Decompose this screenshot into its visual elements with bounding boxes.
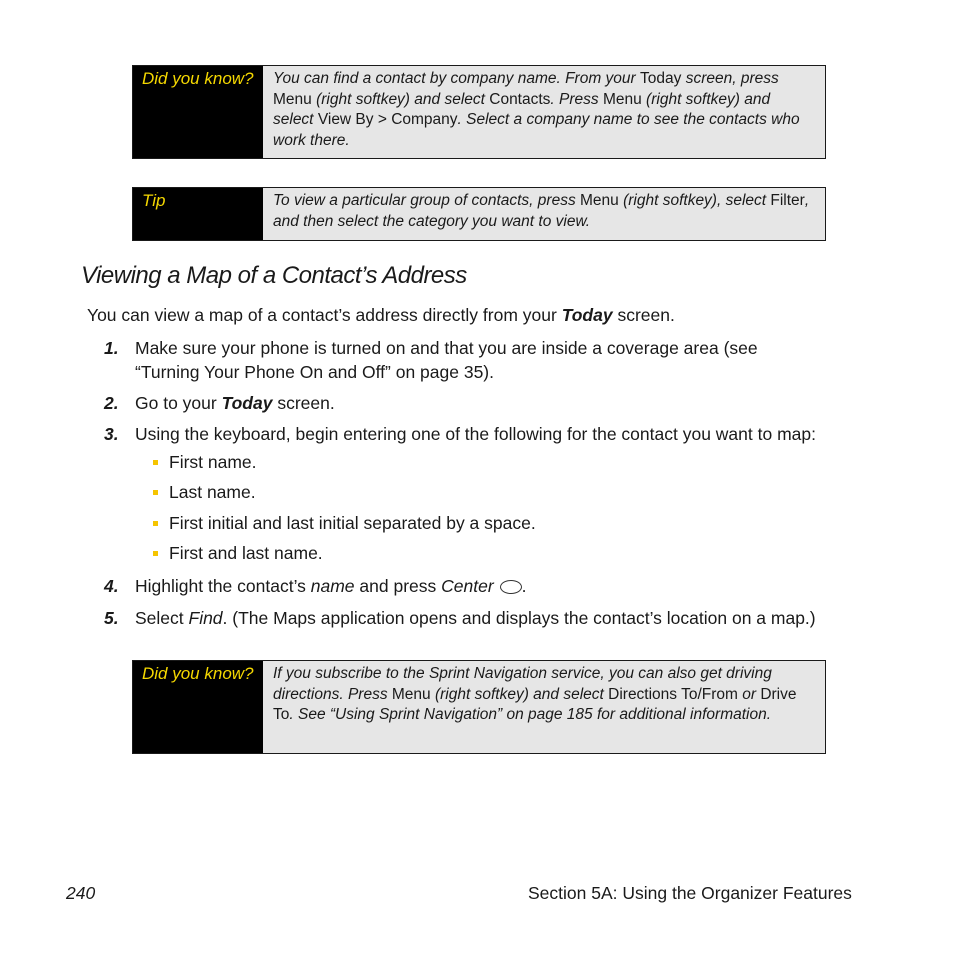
key-term: View By > Company	[317, 111, 458, 128]
note-label: Did you know?	[133, 66, 263, 158]
section-footer: Section 5A: Using the Organizer Features	[528, 883, 852, 903]
list-item-text: First initial and last initial separated by a space.	[169, 513, 536, 533]
bullet-icon	[153, 551, 158, 556]
note-body	[263, 188, 825, 240]
bullet-icon	[153, 460, 158, 465]
step-term: Center	[441, 576, 494, 596]
step-term: Find	[188, 608, 223, 628]
center-key-icon	[500, 580, 522, 594]
step-line: Make sure your phone is turned on and that you are inside a coverage area (see	[135, 338, 758, 358]
step-text-part: Highlight the contact’s	[135, 576, 311, 596]
key-term: Menu	[391, 685, 431, 703]
intro-text: You can view a map of a contact’s address directly from your	[87, 305, 562, 325]
key-term: Contacts	[489, 90, 551, 108]
intro-text: screen.	[612, 305, 675, 325]
step-number: 5.	[104, 608, 119, 628]
note-text: If you subscribe to the Sprint Navigation service, you can also get driving directions. Press	[273, 665, 772, 703]
key-term: Menu	[580, 192, 619, 209]
key-term: Filter	[770, 192, 805, 209]
note-text: (right softkey) and select	[273, 90, 771, 128]
key-term: Drive To	[273, 685, 797, 723]
note-text: You can find a contact by company name. From your	[273, 70, 641, 87]
step-text	[135, 575, 527, 599]
step-number: 2.	[104, 393, 119, 413]
list-item-text: First name.	[169, 452, 257, 472]
step-text-part: Go to your	[135, 393, 222, 413]
step-number: 3.	[104, 424, 119, 444]
step-text-part: Select	[135, 608, 189, 628]
note-text: (right softkey), select	[618, 192, 771, 209]
note-body	[263, 66, 825, 158]
step-text: Using the keyboard, begin entering one of the following for the contact you want to map:	[135, 424, 816, 444]
note-text: (right softkey) and select	[311, 90, 490, 108]
key-term: Directions To/From	[608, 685, 738, 703]
note-label: Tip	[133, 188, 263, 240]
list-item-text: Last name.	[169, 482, 256, 502]
step-term: name	[310, 576, 355, 596]
step-term: Today	[221, 393, 273, 413]
note-label: Did you know?	[133, 661, 263, 753]
page-number: 240	[66, 883, 96, 903]
note-text: screen, press	[681, 70, 779, 87]
step-text-part: screen.	[272, 393, 335, 413]
did-you-know-note	[132, 660, 826, 754]
note-text: or	[737, 685, 761, 703]
did-you-know-note	[132, 65, 826, 159]
list-item-text: First and last name.	[169, 543, 323, 563]
step-text-part: and press	[354, 576, 442, 596]
note-text: , and then select the category you want to view.	[273, 192, 810, 230]
note-text: . See “Using Sprint Navigation” on page 185 for additional information.	[289, 706, 772, 723]
section-heading: Viewing a Map of a Contact’s Address	[81, 262, 467, 289]
key-term: Menu	[602, 90, 642, 108]
note-body	[263, 661, 825, 753]
note-text: To view a particular group of contacts, press	[273, 192, 580, 209]
step-number: 4.	[104, 576, 119, 596]
step-line: “Turning Your Phone On and Off” on page 35).	[135, 361, 494, 382]
tip-note	[132, 187, 826, 241]
step-text	[135, 392, 335, 416]
bullet-icon	[153, 521, 158, 526]
intro-term: Today	[561, 305, 613, 325]
bullet-icon	[153, 490, 158, 495]
note-text: . Select a company name to see the contacts who work there.	[273, 111, 800, 149]
note-text: . Press	[550, 90, 603, 108]
step-number: 1.	[104, 338, 119, 358]
step-text-part: .	[521, 576, 527, 596]
step-text	[135, 607, 816, 631]
key-term: Menu	[273, 90, 312, 108]
step-text	[135, 337, 758, 384]
intro-paragraph	[87, 305, 675, 326]
step-text-part: . (The Maps application opens and displays the contact’s location on a map.)	[222, 608, 816, 628]
key-term: Today	[640, 70, 682, 87]
note-text: (right softkey) and select	[430, 685, 609, 703]
